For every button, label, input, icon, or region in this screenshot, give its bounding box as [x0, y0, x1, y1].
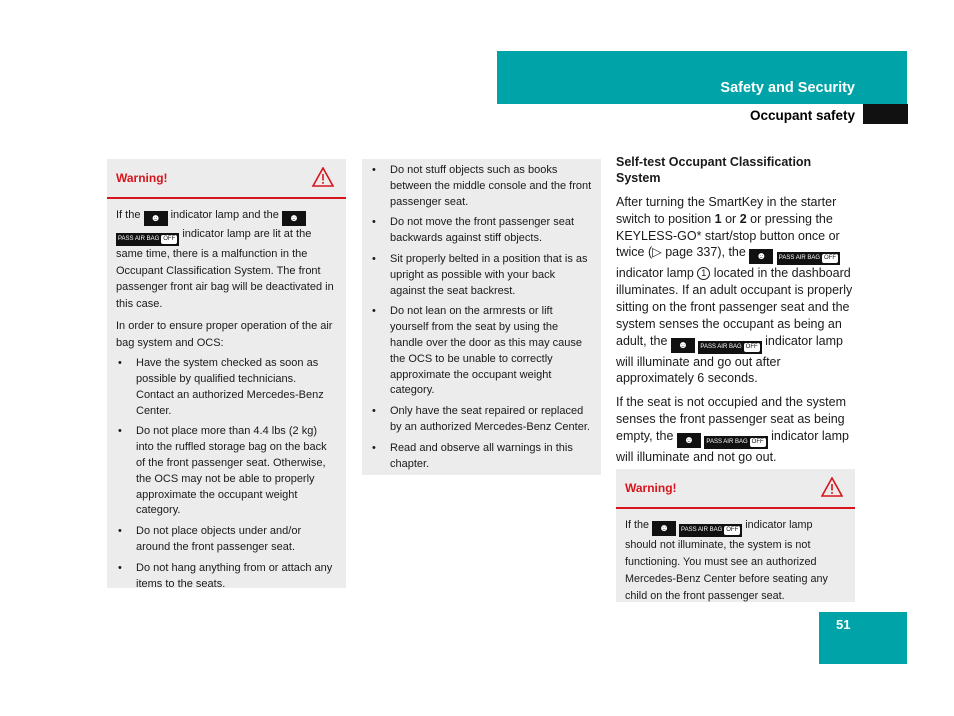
list-item: • Do not hang anything from or attach any items to the seats.: [116, 561, 337, 593]
warning-body: [107, 199, 346, 603]
pass-air-bag-off-icon: PASS AIR BAG OFF: [777, 252, 840, 265]
warning-panel-continued: [362, 159, 601, 475]
warning-label: Warning!: [116, 171, 168, 185]
warning-panel-2: [616, 469, 855, 602]
selftest-heading: Self-test Occupant Classification System: [616, 155, 812, 185]
occupant-indicator-icon: ☻: [671, 338, 695, 353]
warning-panel-1: [107, 159, 346, 588]
list-item: • Do not place objects under and/or around the front passenger seat.: [116, 524, 337, 556]
callout-number-icon: 1: [697, 267, 710, 280]
warning-paragraph-1: If the ☻ indicator lamp and the ☻ PASS AIR BAG OFF indicator lamp are lit at the same time, there is a malfunction in the Occupant Classification System. The front passenger front air bag will be deactivated in this case.: [116, 209, 334, 311]
warning-paragraph: If the ☻ PASS AIR BAG OFF indicator lamp should not illuminate, the system is not functioning. You must see an authorized Mercedes-Benz Center before seating any child on the front passenger seat.: [625, 519, 828, 602]
selftest-paragraph-1: After turning the SmartKey in the starter switch to position 1 or 2 or pressing the KEYLESS-GO* start/stop button once or twice (▷ page 337), the ☻ PASS AIR BAG OFF indicator lamp 1 located in the dashboard illuminates. If an adult occupant is properly sitting on the front passenger seat and the system senses the occupant as being an adult, the ☻ PASS AIR BAG OFF indicator lamp will illuminate and go out after approximately 6 seconds.: [616, 195, 853, 386]
header-band: [497, 51, 907, 104]
warning-triangle-icon: [312, 167, 334, 187]
airbag-malfunction-indicator-icon: ☻: [144, 211, 168, 226]
warning-bullet-list: [116, 356, 337, 592]
list-item: • Do not move the front passenger seat backwards against stiff objects.: [370, 215, 593, 247]
pass-air-bag-off-icon: PASS AIR BAG OFF: [704, 436, 767, 449]
warning-triangle-icon: [821, 477, 843, 497]
pass-air-bag-off-icon: PASS AIR BAG OFF: [116, 233, 179, 246]
selftest-section: [616, 154, 857, 473]
list-item: • Do not stuff objects such as books between the middle console and the front passenger seat.: [370, 163, 593, 210]
continued-bullet-list: [362, 159, 601, 472]
occupant-indicator-icon: ☻: [677, 433, 701, 448]
occupant-indicator-icon: ☻: [282, 211, 306, 226]
list-item: • Only have the seat repaired or replaced by an authorized Mercedes-Benz Center.: [370, 404, 593, 436]
list-item: • Sit properly belted in a position that is as upright as possible with your back against the seat backrest.: [370, 252, 593, 299]
list-item: • Read and observe all warnings in this chapter.: [370, 441, 593, 473]
section-title: Safety and Security: [720, 80, 855, 96]
occupant-indicator-icon: ☻: [652, 521, 676, 536]
subsection-title: Occupant safety: [749, 108, 855, 123]
warning-header: [616, 469, 855, 509]
pass-air-bag-off-icon: PASS AIR BAG OFF: [679, 524, 742, 537]
warning-paragraph-2: In order to ensure proper operation of the air bag system and OCS:: [116, 319, 333, 349]
page-number: 51: [836, 617, 851, 632]
warning-body: [616, 509, 855, 616]
list-item: • Do not place more than 4.4 lbs (2 kg) into the ruffled storage bag on the back of the front passenger seat. Otherwise, the OCS may not be able to properly approximate the occupant weight category.: [116, 424, 337, 519]
list-item: • Do not lean on the armrests or lift yourself from the seat by using the handle over the door as this may cause the OCS to be unable to correctly approximate the occupant weight category.: [370, 304, 593, 399]
list-item: • Have the system checked as soon as possible by qualified technicians. Contact an authorized Mercedes-Benz Center.: [116, 356, 337, 419]
pass-air-bag-off-icon: PASS AIR BAG OFF: [698, 341, 761, 354]
selftest-paragraph-2: If the seat is not occupied and the system senses the front passenger seat as being empty, the ☻ PASS AIR BAG OFF indicator lamp will illuminate and not go out.: [616, 395, 849, 464]
page-number-box: [819, 612, 907, 664]
section-tab-marker: [863, 104, 908, 124]
warning-label: Warning!: [625, 481, 677, 495]
occupant-indicator-icon: ☻: [749, 249, 773, 264]
warning-header: [107, 159, 346, 199]
